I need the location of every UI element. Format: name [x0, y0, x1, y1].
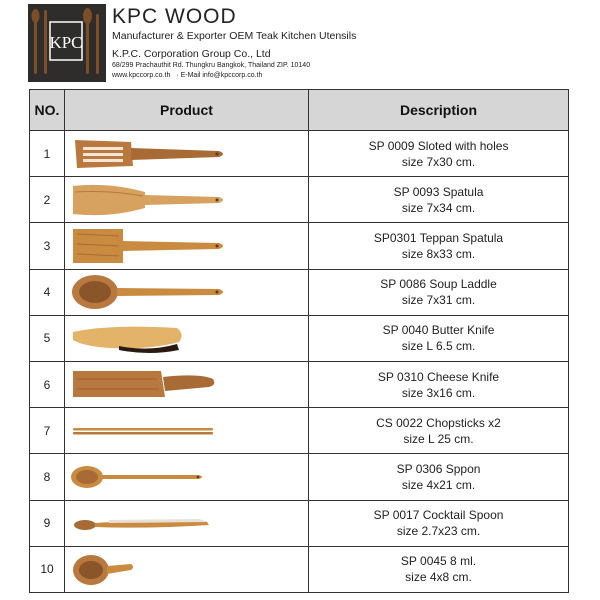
- product-code-name: SP0301 Teppan Spatula: [373, 230, 504, 245]
- header-no: NO.: [30, 90, 65, 131]
- table-row: [30, 269, 569, 315]
- brand-name: KPC WOOD: [112, 5, 237, 28]
- cocktail-spoon-icon: [69, 503, 239, 543]
- teppan-spatula-icon: [69, 226, 239, 266]
- cheese-knife-icon: [69, 365, 239, 405]
- product-cell: [65, 223, 309, 269]
- product-size: size 7x30 cm.: [401, 154, 476, 169]
- product-cell: [65, 546, 309, 592]
- soup-ladle-icon: [69, 272, 239, 312]
- description-cell: [309, 546, 569, 592]
- description-cell: [309, 408, 569, 454]
- product-size: size 2.7x23 cm.: [396, 524, 481, 539]
- logo-text: KPC: [49, 33, 83, 52]
- table-row: [30, 361, 569, 407]
- row-number: 3: [30, 223, 65, 269]
- spatula-icon: [69, 180, 239, 220]
- product-code-name: SP 0017 Cocktail Spoon: [373, 508, 504, 523]
- product-size: size L 6.5 cm.: [401, 339, 476, 354]
- row-number: 5: [30, 315, 65, 361]
- header-product: Product: [65, 90, 309, 131]
- website-link[interactable]: www.kpccorp.co.th: [112, 72, 171, 79]
- tagline: Manufacturer & Exporter OEM Teak Kitchen Utensils: [112, 30, 357, 42]
- table-row: [30, 408, 569, 454]
- company-address: 68/299 Prachauthit Rd. Thungkru Bangkok, Thailand ZIP. 10140: [112, 62, 311, 69]
- row-number: 8: [30, 454, 65, 500]
- table-header-row: [30, 90, 569, 131]
- page-header: [0, 0, 600, 88]
- row-number: 2: [30, 177, 65, 223]
- description-cell: [309, 454, 569, 500]
- description-cell: [309, 177, 569, 223]
- description-cell: [309, 223, 569, 269]
- contact-line: [112, 71, 572, 81]
- product-cell: [65, 454, 309, 500]
- product-size: size 3x16 cm.: [401, 385, 476, 400]
- chopsticks-icon: [69, 411, 239, 451]
- company-name: K.P.C. Corporation Group Co., Ltd: [112, 48, 271, 60]
- product-code-name: SP 0045 8 ml.: [400, 554, 477, 569]
- spoon-icon: [69, 457, 239, 497]
- product-size: size 8x33 cm.: [401, 246, 476, 261]
- product-code-name: SP 0086 Soup Laddle: [380, 277, 497, 292]
- table-row: [30, 500, 569, 546]
- product-cell: [65, 500, 309, 546]
- product-code-name: CS 0022 Chopsticks x2: [376, 415, 501, 430]
- butter-knife-icon: [69, 318, 239, 358]
- product-cell: [65, 315, 309, 361]
- row-number: 9: [30, 500, 65, 546]
- product-code-name: SP 0306 Sppon: [396, 461, 481, 476]
- table-row: [30, 223, 569, 269]
- description-cell: [309, 315, 569, 361]
- product-code-name: SP 0040 Butter Knife: [382, 323, 495, 338]
- product-table: [29, 89, 569, 593]
- scoop-icon: [69, 549, 239, 589]
- product-code-name: SP 0093 Spatula: [393, 184, 484, 199]
- row-number: 6: [30, 361, 65, 407]
- row-number: 4: [30, 269, 65, 315]
- email-link[interactable]: · E-Mail info@kpccorp.co.th: [176, 72, 263, 79]
- row-number: 1: [30, 131, 65, 177]
- product-cell: [65, 408, 309, 454]
- row-number: 10: [30, 546, 65, 592]
- product-cell: [65, 131, 309, 177]
- product-size: size L 25 cm.: [403, 431, 474, 446]
- product-cell: [65, 361, 309, 407]
- table-row: [30, 131, 569, 177]
- product-size: size 4x21 cm.: [401, 477, 476, 492]
- description-cell: [309, 269, 569, 315]
- header-description: Description: [309, 90, 569, 131]
- product-cell: [65, 177, 309, 223]
- product-code-name: SP 0009 Sloted with holes: [368, 138, 509, 153]
- description-cell: [309, 500, 569, 546]
- kpc-logo: [28, 4, 106, 82]
- product-code-name: SP 0310 Cheese Knife: [377, 369, 500, 384]
- product-size: size 4x8 cm.: [405, 570, 472, 585]
- table-row: [30, 546, 569, 592]
- description-cell: [309, 131, 569, 177]
- table-row: [30, 315, 569, 361]
- slotted-spatula-icon: [69, 134, 239, 174]
- table-row: [30, 177, 569, 223]
- product-cell: [65, 269, 309, 315]
- row-number: 7: [30, 408, 65, 454]
- description-cell: [309, 361, 569, 407]
- product-size: size 7x31 cm.: [401, 293, 476, 308]
- brand-block: [112, 5, 572, 81]
- table-row: [30, 454, 569, 500]
- product-size: size 7x34 cm.: [401, 200, 476, 215]
